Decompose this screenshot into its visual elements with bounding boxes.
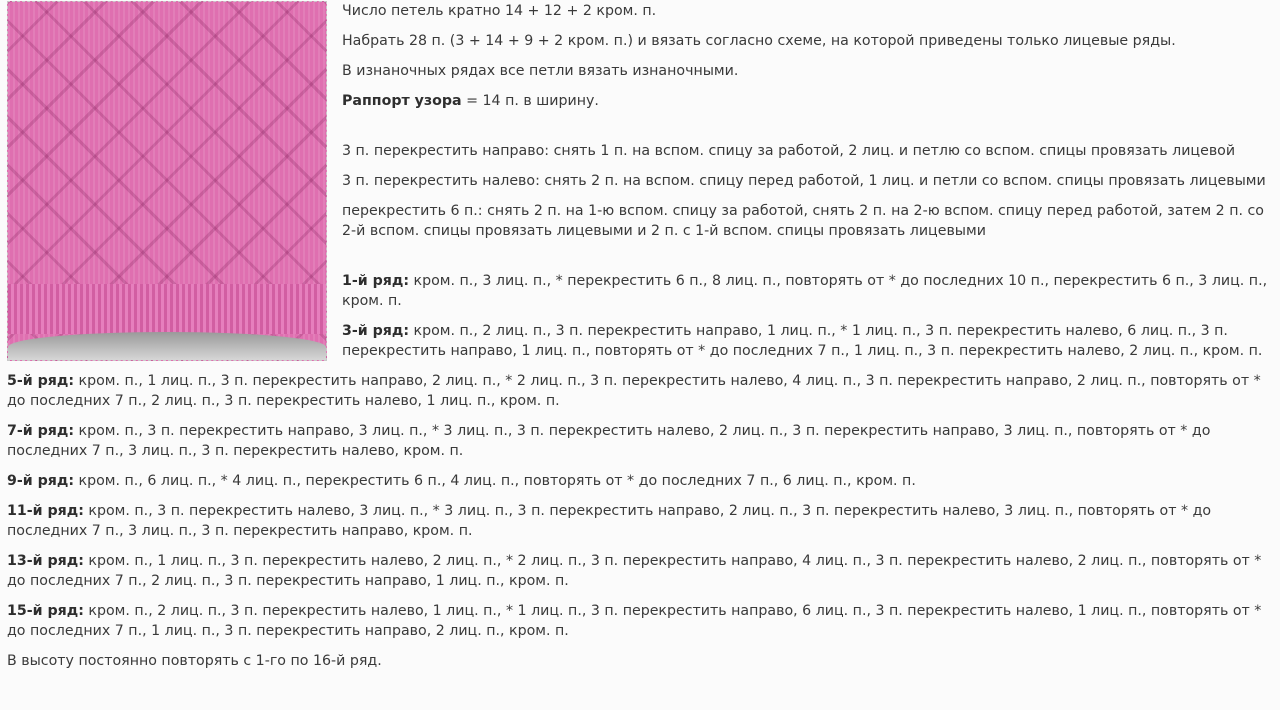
photo-background bbox=[8, 332, 326, 360]
row-label: 1-й ряд: bbox=[342, 273, 410, 289]
ribbing-edge bbox=[8, 284, 326, 334]
knit-pattern-photo bbox=[7, 1, 327, 361]
article-body bbox=[0, 1, 1280, 681]
row-text: кром. п., 2 лиц. п., 3 п. перекрестить направо, 1 лиц. п., * 1 лиц. п., 3 п. перекрестить налево, 6 лиц. п., 3 п. перекрестить направо, 1 лиц. п., повторять от * до последних 7 п., 1 лиц. п., 3 п. перекрестить налево, 2 лиц. п., кром. п. bbox=[342, 323, 1263, 359]
repeat-rows-text: В высоту постоянно повторять с 1-го по 16-й ряд. bbox=[7, 653, 382, 669]
row-text: кром. п., 1 лиц. п., 3 п. перекрестить налево, 2 лиц. п., * 2 лиц. п., 3 п. перекрестить направо, 4 лиц. п., 3 п. перекрестить налево, 2 лиц. п., повторять от * до последних 7 п., 2 лиц. п., 3 п. перекрестить направо, 1 лиц. п., кром. п. bbox=[7, 553, 1262, 589]
row-instruction bbox=[7, 601, 1274, 641]
row-label: 13-й ряд: bbox=[7, 553, 84, 569]
row-label: 9-й ряд: bbox=[7, 473, 75, 489]
repeat-label: Раппорт узора bbox=[342, 93, 462, 109]
row-label: 7-й ряд: bbox=[7, 423, 75, 439]
row-label: 11-й ряд: bbox=[7, 503, 84, 519]
row-instruction bbox=[7, 371, 1274, 411]
repeat-value: = 14 п. в ширину. bbox=[461, 93, 599, 109]
row-label: 15-й ряд: bbox=[7, 603, 84, 619]
row-instruction bbox=[7, 551, 1274, 591]
row-text: кром. п., 3 п. перекрестить налево, 3 лиц. п., * 3 лиц. п., 3 п. перекрестить направо, 2 лиц. п., 3 п. перекрестить налево, 3 лиц. п., повторять от * до последних 7 п., 3 лиц. п., 3 п. перекрестить направо, кром. п. bbox=[7, 503, 1212, 539]
legend-cross-right: 3 п. перекрестить направо: снять 1 п. на вспом. спицу за работой, 2 лиц. и петлю со вспом. спицы провязать лицевой bbox=[342, 143, 1236, 159]
purl-rows-text: В изнаночных рядах все петли вязать изнаночными. bbox=[342, 63, 739, 79]
row-text: кром. п., 3 лиц. п., * перекрестить 6 п., 8 лиц. п., повторять от * до последних 10 п., перекрестить 6 п., 3 лиц. п., кром. п. bbox=[342, 273, 1268, 309]
cast-on-text: Набрать 28 п. (3 + 14 + 9 + 2 кром. п.) и вязать согласно схеме, на которой приведены только лицевые ряды. bbox=[342, 33, 1176, 49]
row-instruction bbox=[7, 471, 1274, 491]
row-label: 5-й ряд: bbox=[7, 373, 75, 389]
row-text: кром. п., 2 лиц. п., 3 п. перекрестить налево, 1 лиц. п., * 1 лиц. п., 3 п. перекрестить направо, 6 лиц. п., 3 п. перекрестить налево, 1 лиц. п., повторять от * до последних 7 п., 1 лиц. п., 3 п. перекрестить направо, 2 лиц. п., кром. п. bbox=[7, 603, 1262, 639]
legend-cross-six: перекрестить 6 п.: снять 2 п. на 1-ю вспом. спицу за работой, снять 2 п. на 2-ю вспом. спицу перед работой, затем 2 п. со 2-й вспом. спицы провязать лицевыми и 2 п. с 1-й вспом. спицы провязать лицевыми bbox=[342, 203, 1264, 239]
row-instruction bbox=[7, 421, 1274, 461]
row-text: кром. п., 1 лиц. п., 3 п. перекрестить направо, 2 лиц. п., * 2 лиц. п., 3 п. перекрестить налево, 4 лиц. п., 3 п. перекрестить направо, 2 лиц. п., повторять от * до последних 7 п., 2 лиц. п., 3 п. перекрестить налево, 1 лиц. п., кром. п. bbox=[7, 373, 1261, 409]
row-text: кром. п., 3 п. перекрестить направо, 3 лиц. п., * 3 лиц. п., 3 п. перекрестить налево, 2 лиц. п., 3 п. перекрестить направо, 3 лиц. п., повторять от * до последних 7 п., 3 лиц. п., 3 п. перекрестить налево, кром. п. bbox=[7, 423, 1211, 459]
legend-cross-left: 3 п. перекрестить налево: снять 2 п. на вспом. спицу перед работой, 1 лиц. и петли со вспом. спицы провязать лицевыми bbox=[342, 173, 1266, 189]
row-text: кром. п., 6 лиц. п., * 4 лиц. п., перекрестить 6 п., 4 лиц. п., повторять от * до последних 7 п., 6 лиц. п., кром. п. bbox=[74, 473, 916, 489]
row-instruction bbox=[7, 501, 1274, 541]
row-label: 3-й ряд: bbox=[342, 323, 410, 339]
stitch-count-text: Число петель кратно 14 + 12 + 2 кром. п. bbox=[342, 3, 657, 19]
